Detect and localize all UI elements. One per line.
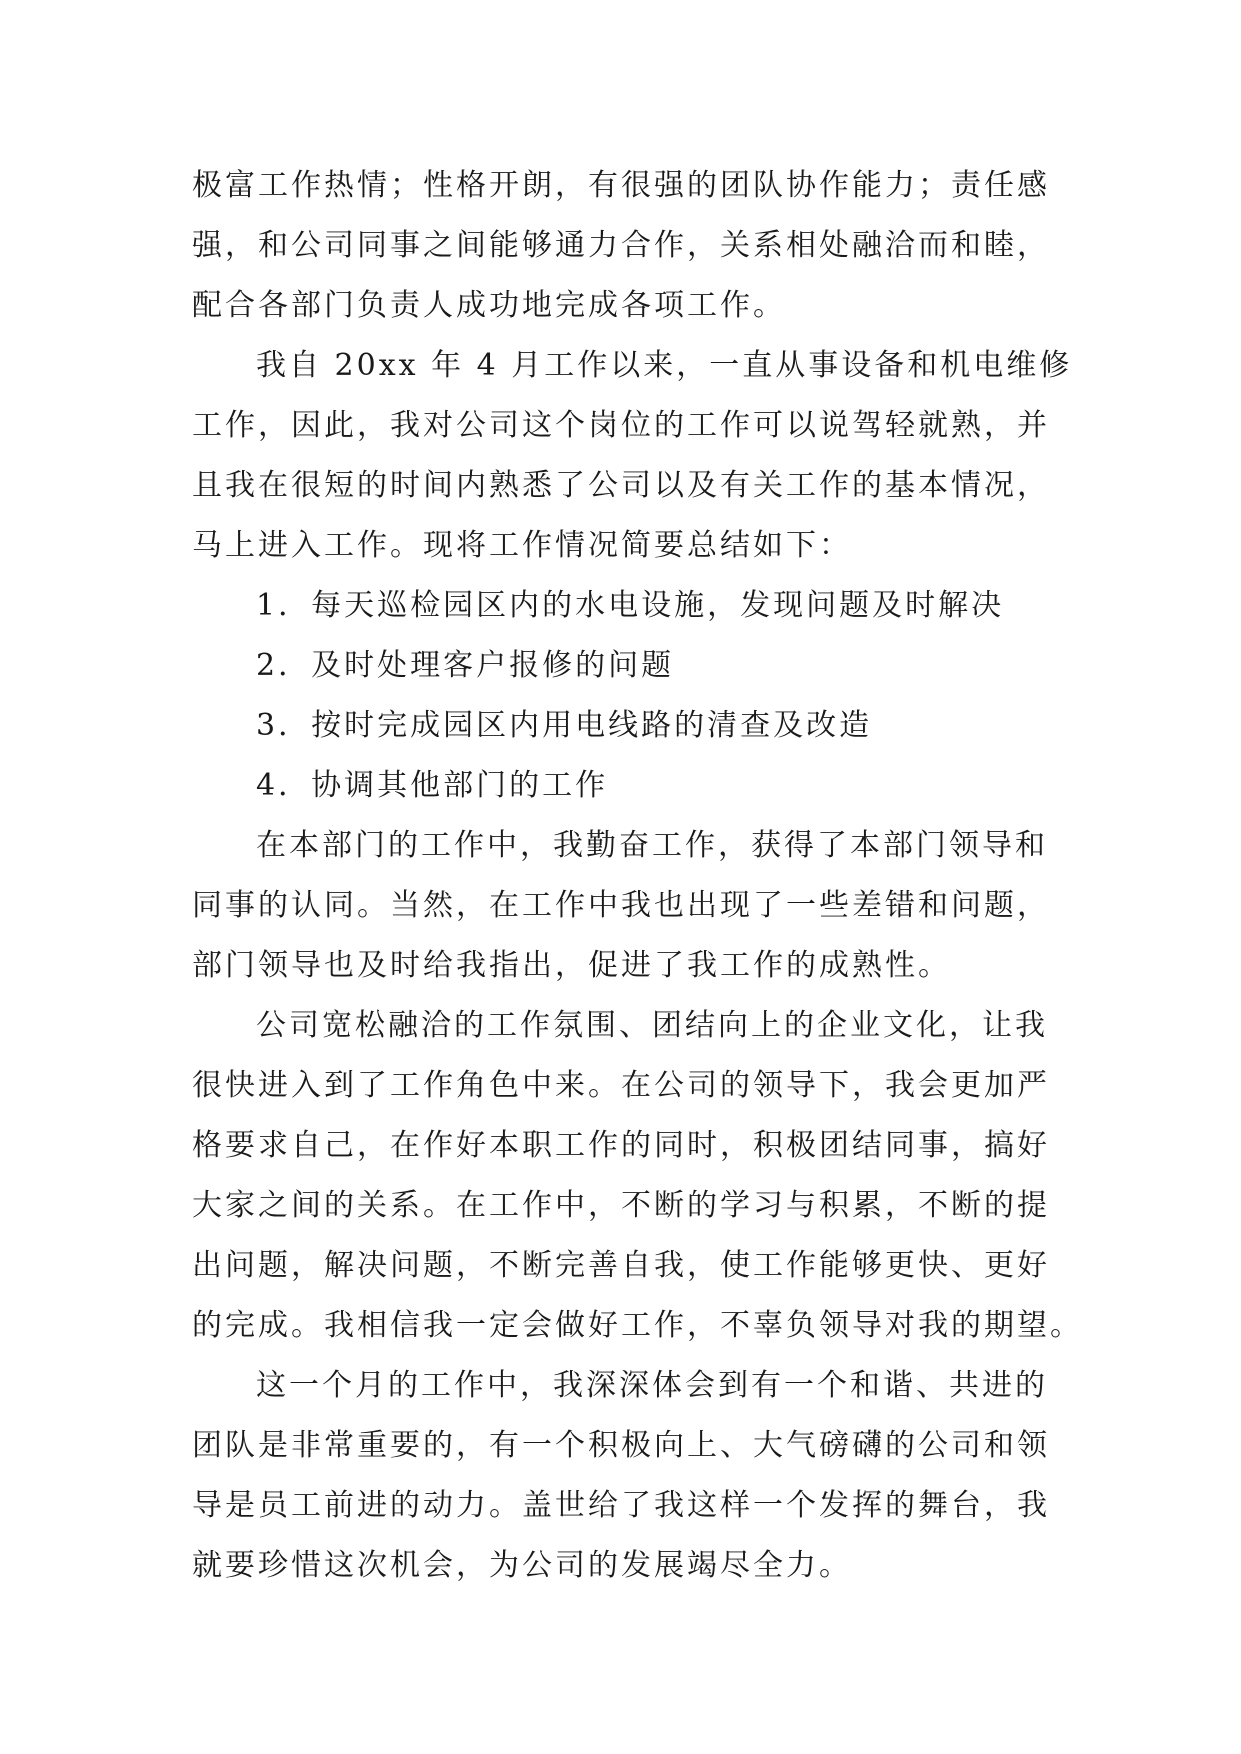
text-line: 工作，因此，我对公司这个岗位的工作可以说驾轻就熟，并 [192, 408, 1050, 443]
text-line: 就要珍惜这次机会，为公司的发展竭尽全力。 [192, 1548, 852, 1583]
text-line: 且我在很短的时间内熟悉了公司以及有关工作的基本情况， [192, 468, 1050, 503]
text-line: 部门领导也及时给我指出，促进了我工作的成熟性。 [192, 948, 951, 983]
text-line: 4．协调其他部门的工作 [256, 768, 609, 803]
text-line: 大家之间的关系。在工作中，不断的学习与积累，不断的提 [192, 1188, 1050, 1223]
text-line: 出问题，解决问题，不断完善自我，使工作能够更快、更好 [192, 1248, 1050, 1283]
text-line: 强，和公司同事之间能够通力合作，关系相处融洽而和睦， [192, 228, 1050, 263]
text-line: 3．按时完成园区内用电线路的清查及改造 [256, 708, 873, 743]
text-line: 的完成。我相信我一定会做好工作，不辜负领导对我的期望。 [192, 1308, 1083, 1343]
text-line: 在本部门的工作中，我勤奋工作，获得了本部门领导和 [256, 828, 1048, 863]
text-line: 马上进入工作。现将工作情况简要总结如下： [192, 528, 852, 563]
text-line: 2．及时处理客户报修的问题 [256, 648, 675, 683]
text-line: 公司宽松融洽的工作氛围、团结向上的企业文化，让我 [256, 1008, 1048, 1043]
text-line: 团队是非常重要的，有一个积极向上、大气磅礴的公司和领 [192, 1428, 1050, 1463]
document-body [192, 156, 1083, 1596]
text-line: 同事的认同。当然，在工作中我也出现了一些差错和问题， [192, 888, 1050, 923]
text-line: 极富工作热情；性格开朗，有很强的团队协作能力；责任感 [192, 168, 1050, 203]
text-line: 很快进入到了工作角色中来。在公司的领导下，我会更加严 [192, 1068, 1050, 1103]
text-line: 我自 20xx 年 4 月工作以来，一直从事设备和机电维修 [256, 348, 1073, 383]
text-line: 1．每天巡检园区内的水电设施，发现问题及时解决 [256, 588, 1005, 623]
text-line: 这一个月的工作中，我深深体会到有一个和谐、共进的 [256, 1368, 1048, 1403]
text-line: 格要求自己，在作好本职工作的同时，积极团结同事，搞好 [192, 1128, 1050, 1163]
text-line: 配合各部门负责人成功地完成各项工作。 [192, 288, 786, 323]
text-line: 导是员工前进的动力。盖世给了我这样一个发挥的舞台，我 [192, 1488, 1050, 1523]
